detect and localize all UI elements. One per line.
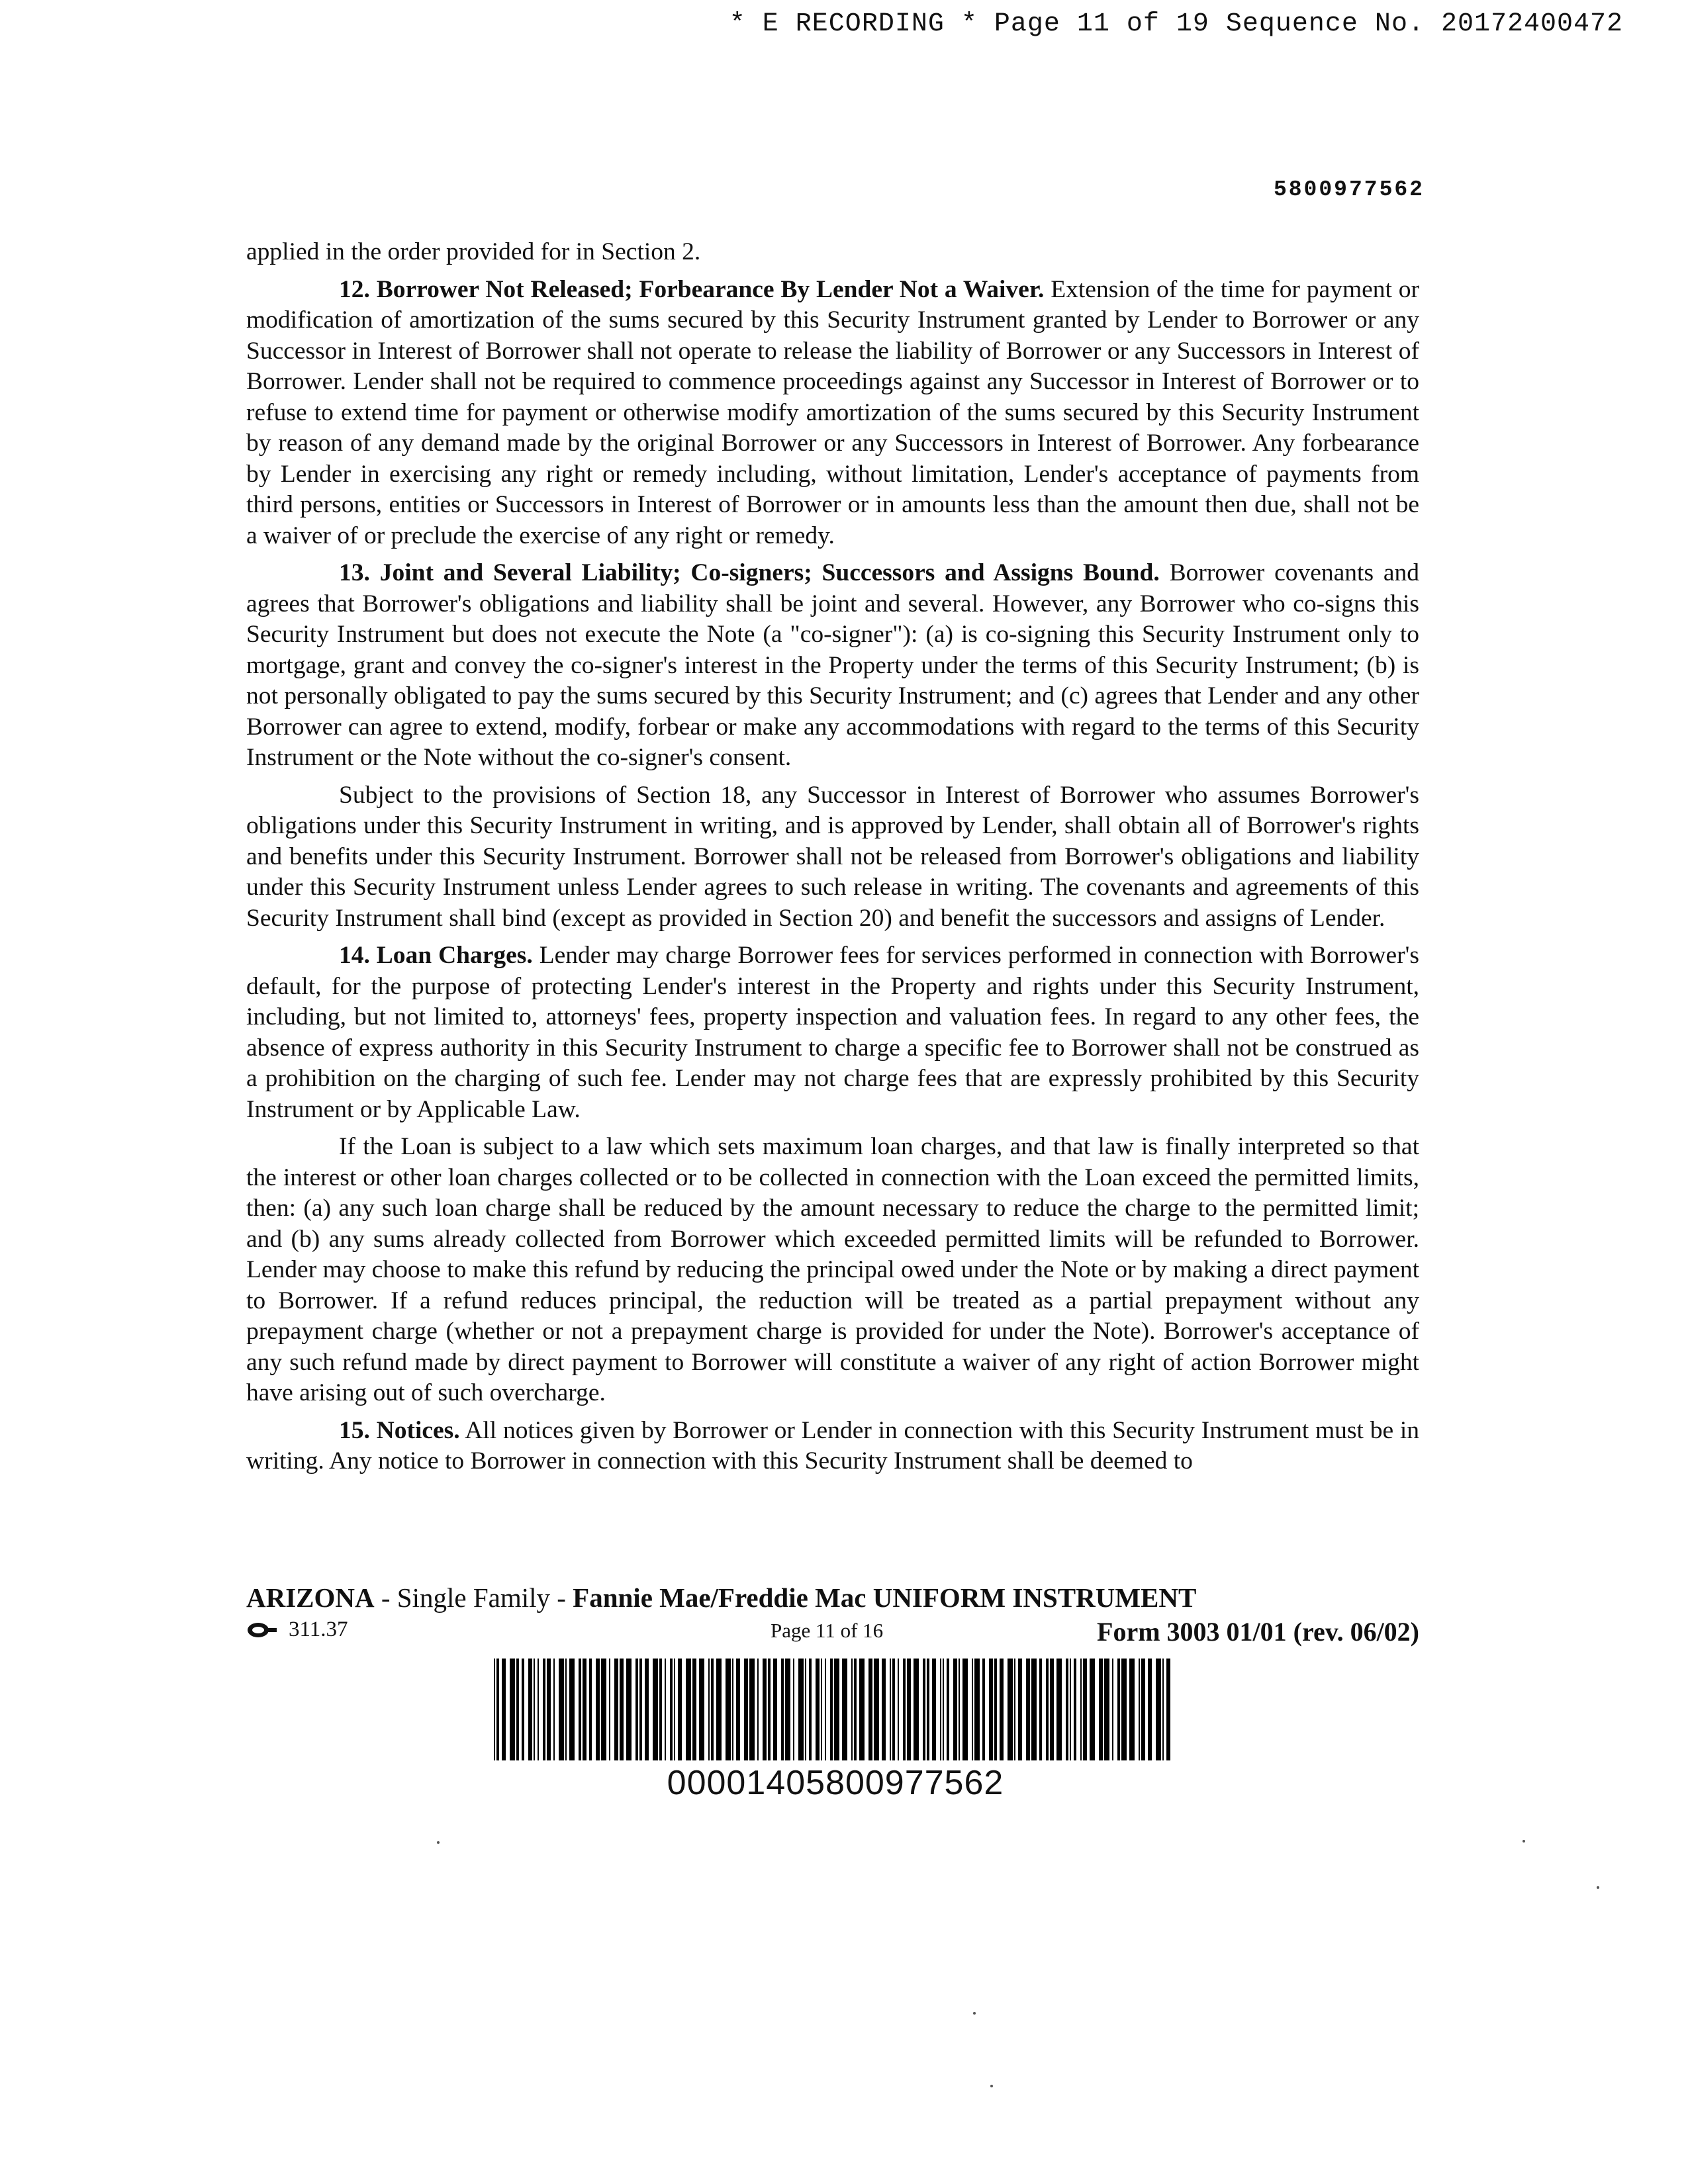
recording-header: * E RECORDING * Page 11 of 19 Sequence No. 20172400472 — [729, 9, 1623, 39]
barcode-bar — [805, 1659, 806, 1760]
footer-page-number: Page 11 of 16 — [771, 1619, 884, 1642]
barcode-bar — [1129, 1659, 1135, 1760]
scan-speck — [973, 2012, 976, 2015]
section-12 — [246, 275, 1419, 552]
barcode-bar — [874, 1659, 879, 1760]
footer-program: Fannie Mae/Freddie Mac UNIFORM INSTRUMENT — [573, 1582, 1197, 1613]
barcode-bar — [1050, 1659, 1054, 1760]
barcode-bar — [974, 1659, 980, 1760]
barcode-bar — [711, 1659, 714, 1760]
barcode-bar — [547, 1659, 551, 1760]
barcode-bar — [1046, 1659, 1049, 1760]
section-14-paragraph-2: If the Loan is subject to a law which sets maximum loan charges, and that law is finally interpreted so that the interest or other loan charges collected or to be collected in connection with the Loan exceed the permitted limits, then: (a) any such loan charge shall be reduced by the amount necessary to reduce the charge to the permitted limit; and (b) any sums already collected from Borrower which exceeded permitted limits will be refunded to Borrower. Lender may choose to make this refund by reducing the principal owed under the Note or by making a direct payment to Borrower. If a refund reduces principal, the reduction will be treated as a partial prepayment without any prepayment charge (whether or not a prepayment charge is provided for under the Note). Borrower's acceptance of any such refund made by direct payment to Borrower will constitute a waiver of any right of action Borrower might have arising out of such overcharge. — [246, 1133, 1419, 1406]
barcode-bar — [1090, 1659, 1095, 1760]
section-14 — [246, 940, 1419, 1125]
barcode-bar — [830, 1659, 833, 1760]
barcode-bar — [793, 1659, 794, 1760]
barcode-bar — [645, 1659, 649, 1760]
barcode-bar — [1117, 1659, 1120, 1760]
barcode-bar — [834, 1659, 839, 1760]
barcode-bar — [757, 1659, 759, 1760]
barcode-bar — [907, 1659, 911, 1760]
footer-row — [246, 1616, 1419, 1645]
barcode-bar — [496, 1659, 499, 1760]
barcode-bar — [809, 1659, 812, 1760]
barcode-bar — [1026, 1659, 1030, 1760]
barcode-bar — [882, 1659, 886, 1760]
barcode-bar — [821, 1659, 822, 1760]
barcode-bar — [692, 1659, 696, 1760]
barcode-bar — [842, 1659, 847, 1760]
footer-title — [246, 1582, 1196, 1614]
barcode-bar — [543, 1659, 545, 1760]
barcode-bar — [502, 1659, 506, 1760]
barcode-bar — [609, 1659, 610, 1760]
barcode-bar — [516, 1659, 519, 1760]
scan-speck — [437, 1841, 440, 1844]
barcode-bar — [1074, 1659, 1076, 1760]
section-13-text: Borrower covenants and agrees that Borrower's obligations and liability shall be joint and several. However, any Borrower who co-signs this Security Instrument but does not execute the Note (a "co-signer"): (a) is co-signing this Security Instrument only to mortgage, grant and convey the co-signer's interest in the Property under the terms of this Security Instrument; (b) is not personally obligated to pay the sums secured by this Security Instrument; and (c) agrees that Lender and any other Borrower can agree to extend, modify, forbear or make any accommodations with regard to the terms of this Security Instrument or the Note without the co-signer's consent. — [246, 559, 1419, 771]
barcode-bar — [890, 1659, 891, 1760]
barcode-bar — [914, 1659, 919, 1760]
barcode-bar — [674, 1659, 675, 1760]
barcode-bar — [1104, 1659, 1109, 1760]
barcode-bar — [559, 1659, 564, 1760]
continuation-paragraph: applied in the order provided for in Section 2. — [246, 238, 701, 265]
barcode-bar — [868, 1659, 872, 1760]
barcode-bar — [732, 1659, 733, 1760]
barcode-bar — [534, 1659, 535, 1760]
barcode-bar — [589, 1659, 592, 1760]
barcode-bar — [989, 1659, 993, 1760]
barcode-bar — [927, 1659, 929, 1760]
barcode-bar — [898, 1659, 899, 1760]
barcode-bar — [601, 1659, 606, 1760]
footer-form-number: Form 3003 01/01 (rev. 06/02) — [1097, 1617, 1419, 1647]
barcode-bar — [716, 1659, 722, 1760]
barcode-bar — [854, 1659, 857, 1760]
barcode-number: 00001405800977562 — [667, 1764, 1004, 1802]
barcode-bar — [659, 1659, 662, 1760]
barcode-bar — [1112, 1659, 1113, 1760]
barcode-bar — [653, 1659, 658, 1760]
barcode-bar — [763, 1659, 767, 1760]
barcode-bar — [1014, 1659, 1015, 1760]
barcode-bar — [614, 1659, 618, 1760]
barcode-bar — [953, 1659, 957, 1760]
barcode-bar — [851, 1659, 853, 1760]
barcode-bar — [510, 1659, 515, 1760]
barcode-bar — [1000, 1659, 1004, 1760]
barcode-bar — [1070, 1659, 1071, 1760]
barcode-bar — [670, 1659, 673, 1760]
barcode-bar — [1018, 1659, 1022, 1760]
barcode-bar — [569, 1659, 575, 1760]
barcode-bar — [538, 1659, 539, 1760]
barcode-bar — [522, 1659, 524, 1760]
barcode-bar — [620, 1659, 624, 1760]
barcode-bar — [1083, 1659, 1087, 1760]
barcode — [491, 1659, 1180, 1760]
barcode-bar — [635, 1659, 638, 1760]
barcode-bar — [943, 1659, 944, 1760]
barcode-bar — [1139, 1659, 1140, 1760]
barcode-bar — [553, 1659, 555, 1760]
barcode-bar — [744, 1659, 748, 1760]
section-13-heading: 13. Joint and Several Liability; Co-signers; Successors and Assigns Bound. — [339, 559, 1160, 586]
section-12-text: Extension of the time for payment or modification of amortization of the sums secured by this Security Instrument granted by Lender to Borrower or any Successor in Interest of Borrower shall not operate to release the liability of Borrower or any Successors in Interest of Borrower. Lender shall not be required to commence proceedings against any Successor in Interest of Borrower or to refuse to extend time for payment or otherwise modify amortization of the sums secured by this Security Instrument by reason of any demand made by the original Borrower or any Successors in Interest of Borrower. Any forbearance by Lender in exercising any right or remedy including, without limitation, Lender's acceptance of payments from third persons, entities or Successors in Interest of Borrower or in amounts less than the amount then due, shall not be a waiver of or preclude the exercise of any right or remedy. — [246, 275, 1419, 549]
barcode-bar — [1008, 1659, 1013, 1760]
barcode-bar — [816, 1659, 820, 1760]
barcode-bar — [708, 1659, 710, 1760]
barcode-bar — [1099, 1659, 1103, 1760]
section-14-heading: 14. Loan Charges. — [339, 942, 533, 969]
section-12-heading: 12. Borrower Not Released; Forbearance By Lender Not a Waiver. — [339, 275, 1045, 303]
barcode-bar — [940, 1659, 941, 1760]
section-13-paragraph-2: Subject to the provisions of Section 18, any Successor in Interest of Borrower who assumes Borrower's obligations under this Security Instrument in writing, and is approved by Lender, shall obtain all of Borrower's rights and benefits under this Security Instrument. Borrower shall not be released from Borrower's obligations and liability under this Security Instrument unless Lender agrees to such release in writing. The covenants and agreements of this Security Instrument shall bind (except as provided in Section 20) and benefit the successors and assigns of Lender. — [246, 781, 1419, 932]
barcode-bar — [1156, 1659, 1161, 1760]
barcode-bar — [959, 1659, 960, 1760]
barcode-bar — [639, 1659, 642, 1760]
barcode-bar — [785, 1659, 790, 1760]
section-15-text: All notices given by Borrower or Lender in connection with this Security Instrument must be in writing. Any notice to Borrower in connection with this Security Instrument shall be deemed to — [246, 1416, 1419, 1475]
barcode-bar — [726, 1659, 731, 1760]
barcode-bar — [798, 1659, 804, 1760]
barcode-bar — [736, 1659, 740, 1760]
barcode-bar — [583, 1659, 586, 1760]
footer-separator: - Single Family - — [374, 1582, 573, 1613]
barcode-bar — [773, 1659, 777, 1760]
barcode-bar — [972, 1659, 973, 1760]
section-15-heading: 15. Notices. — [339, 1416, 460, 1444]
scan-speck — [1523, 1840, 1525, 1843]
barcode-bar — [859, 1659, 865, 1760]
barcode-bar — [994, 1659, 997, 1760]
scan-speck — [1597, 1886, 1599, 1889]
barcode-bar — [686, 1659, 691, 1760]
barcode-bar — [1121, 1659, 1127, 1760]
barcode-bar — [1080, 1659, 1082, 1760]
footer-state: ARIZONA — [246, 1582, 375, 1613]
barcode-bar — [749, 1659, 755, 1760]
barcode-bar — [932, 1659, 936, 1760]
barcode-bar — [1031, 1659, 1037, 1760]
scan-speck — [990, 2085, 993, 2087]
barcode-bar — [1039, 1659, 1042, 1760]
barcode-bar — [528, 1659, 532, 1760]
barcode-bar — [596, 1659, 600, 1760]
section-13 — [246, 558, 1419, 774]
barcode-bar — [579, 1659, 581, 1760]
barcode-bar — [1066, 1659, 1068, 1760]
footer-form-code: 311.37 — [289, 1617, 348, 1641]
barcode-bar — [1162, 1659, 1164, 1760]
barcode-bar — [1056, 1659, 1062, 1760]
barcode-bar — [699, 1659, 704, 1760]
barcode-bar — [781, 1659, 784, 1760]
barcode-bar — [892, 1659, 895, 1760]
barcode-bar — [982, 1659, 985, 1760]
barcode-bar — [1166, 1659, 1170, 1760]
barcode-bar — [565, 1659, 567, 1760]
section-14-text: Lender may charge Borrower fees for services performed in connection with Borrower's default, for the purpose of protecting Lender's interest in the Property and rights under this Security Instrument, including, but not limited to, attorneys' fees, property inspection and valuation fees. In regard to any other fees, the absence of express authority in this Security Instrument to charge a specific fee to Borrower shall not be construed as a prohibition on the charging of such fee. Lender may not charge fees that are expressly prohibited by this Security Instrument or by Applicable Law. — [246, 942, 1419, 1123]
barcode-bar — [903, 1659, 906, 1760]
barcode-bar — [494, 1659, 495, 1760]
barcode-bar — [678, 1659, 682, 1760]
document-body — [246, 237, 1419, 1484]
barcode-bar — [923, 1659, 925, 1760]
barcode-bar — [626, 1659, 632, 1760]
barcode-bar — [947, 1659, 949, 1760]
vmp-logo-icon — [246, 1621, 277, 1639]
barcode-bar — [665, 1659, 666, 1760]
barcode-bar — [1148, 1659, 1152, 1760]
barcode-bar — [962, 1659, 968, 1760]
barcode-bar — [768, 1659, 771, 1760]
barcode-bar — [825, 1659, 826, 1760]
barcode-bar — [1141, 1659, 1145, 1760]
loan-number: 5800977562 — [1273, 177, 1425, 202]
section-15 — [246, 1416, 1419, 1477]
